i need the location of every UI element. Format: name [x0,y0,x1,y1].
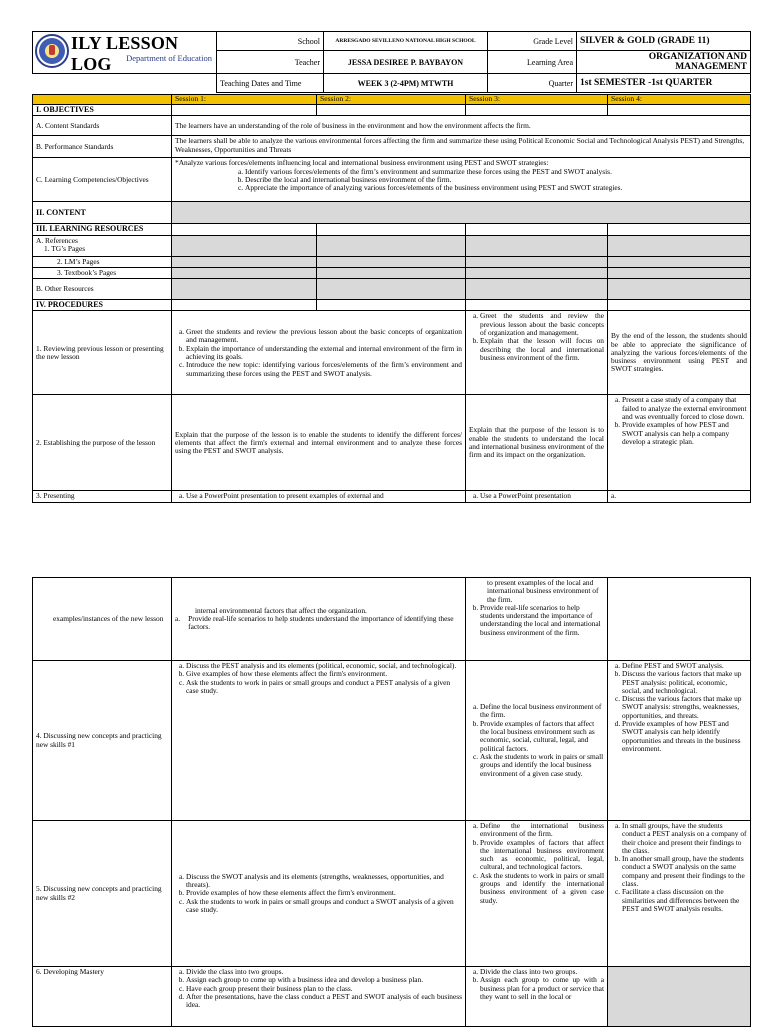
step-item: d. Provide examples of how PEST and SWOT analysis can help identify opportunities and threats in the business environment. [622,720,747,753]
step-5-session-1 [172,821,466,967]
lesson-log-header [32,31,751,93]
step-item: a. Define PEST and SWOT analysis. [622,662,747,670]
grade-label: Grade Level [488,32,577,51]
textbook-pages-label: 3. Textbook’s Pages [33,267,172,278]
step-1-session-4: By the end of the lesson, the students should be able to appreciate the significance of analyzing the various forces/elements of the business environment using PEST and SWOT strategies. [608,311,751,395]
quarter-label: Quarter [488,74,577,93]
competencies-label: C. Learning Competencies/Objectives [33,158,172,202]
lesson-table-page-1 [32,94,751,503]
area-value: ORGANIZATION AND MANAGEMENT [577,51,751,74]
step-item: a. Define the local business environment of the firm. [480,703,604,720]
competency-item: b. Describe the local and international business environment of the firm. [245,176,747,184]
step-item: a. Use a PowerPoint presentation to present examples of external and [186,492,462,500]
other-resources-row [33,279,751,300]
dates-value: WEEK 3 (2-4PM) MTWTH [324,74,488,93]
step-item: b. Provide examples of factors that affect the local business environment such as economic, social, cultural, legal, and political factors. [480,720,604,753]
step-item: b. Provide examples of factors that affect the international business environment such as economic, political, legal, cultural, and technological factors. [480,839,604,872]
references-row [33,235,751,256]
procedure-step-2-row [33,395,751,491]
session-3-header: Session 3: [466,95,608,105]
step-item: c. Ask the students to work in pairs or small groups and identify the international business environment of a given case study. [480,872,604,905]
procedure-step-1-row [33,311,751,395]
step-5-session-3 [466,821,608,967]
content-standards-text: The learners have an understanding of the role of business in the environment and how the environment affects the firm. [172,116,751,136]
content-heading: II. CONTENT [33,202,172,224]
step-item: b. Explain that the lesson will focus on describing the local and international business environment of the firm. [480,337,604,362]
step-item: a. Divide the class into two groups. [480,968,604,976]
lm-pages-row [33,256,751,267]
step-1-label: 1. Reviewing previous lesson or presenting the new lesson [33,311,172,395]
step-4-session-1 [172,661,466,821]
step-item: b. Assign each group to come up with a business plan for a product or service that they want to sell in the local or [480,976,604,1001]
tg-pages-label: 1. TG’s Pages [44,243,86,253]
step-item: a. Greet the students and review the previous lesson about the basic concepts of organization and management. [480,312,604,337]
performance-standards-row [33,136,751,158]
step-3-session-4-top: a. [608,491,751,503]
competencies-row [33,158,751,202]
step-item: b. Explain the importance of understanding the external and internal environment of the firm in achieving its goals. [186,345,462,362]
step-item: c. Have each group present their business plan to the class. [186,985,462,993]
session-2-header: Session 2: [317,95,466,105]
step-4-session-3 [466,661,608,821]
step-item-text: Provide real-life scenarios to help students understand the importance of identifying these factors. [188,613,454,632]
school-label: School [217,32,324,51]
procedures-heading-row [33,300,751,311]
competencies-list [175,168,747,193]
other-resources-label: B. Other Resources [33,279,172,300]
step-5-session-4 [608,821,751,967]
step-2-label: 2. Establishing the purpose of the lesson [33,395,172,491]
step-item: a. Divide the class into two groups. [186,968,462,976]
step-1-session-1 [172,311,466,395]
competencies-intro: *Analyze various forces/elements influencing local and international business environment using PEST and SWOT strategies: [175,158,549,168]
step-item: b. In another small group, have the students conduct a SWOT analysis on the same company and present their findings to the class. [622,855,747,888]
step-3-session-1-top [172,491,466,503]
content-standards-row [33,116,751,136]
step-6-session-3 [466,967,608,1027]
step-item: c. Ask the students to work in pairs or small groups and conduct a PEST analysis of a given case study. [186,679,462,696]
objectives-heading: I. OBJECTIVES [33,105,172,116]
step-item: d. After the presentations, have the class conduct a PEST and SWOT analysis of each business idea. [186,993,462,1010]
step-item: a. Use a PowerPoint presentation [480,492,604,500]
step-item: c. Ask the students to work in pairs or small groups and conduct a SWOT analysis of a given case study. [186,898,462,915]
step-item: b. Discuss the various factors that make up PEST analysis: political, economic, social, and technological. [622,670,747,695]
step-4-session-4 [608,661,751,821]
references-label [33,235,172,256]
step-item: a. Present a case study of a company that failed to analyze the external environment and was eventually forced to close down. [622,396,747,421]
procedure-step-3-cont-row [33,578,751,661]
step-text: to present examples of the local and international business environment of the firm. [487,578,599,604]
page-title: ILY LESSON LOG [71,33,179,74]
step-3-session-3-top [466,491,608,503]
school-value: ARRESGADO SEVILLENO NATIONAL HIGH SCHOOL [324,32,488,51]
step-item: a. In small groups, have the students conduct a PEST analysis on a company of their choice and present their findings to the class. [622,822,747,855]
step-item: b. Provide examples of how these elements affect the firm's environment. [186,889,462,897]
step-2-session-3: Explain that the purpose of the lesson is to enable the students to understand the local and international business environment of the firm and its impact on the organization. [466,395,608,491]
step-1-session-3 [466,311,608,395]
competency-item: c. Appreciate the importance of analyzing various forces/elements of the business environment using PEST and SWOT strategies. [245,184,747,192]
step-item: b. Assign each group to come up with a business idea and develop a business plan. [186,976,462,984]
procedure-step-4-row [33,661,751,821]
procedure-step-5-row [33,821,751,967]
dates-label: Teaching Dates and Time [217,74,324,93]
item-marker: a. [175,613,181,623]
textbook-pages-row [33,267,751,278]
step-item: c. Ask the students to work in pairs or small groups and identify the local business environment of a given case study. [480,753,604,778]
step-item: a. Discuss the SWOT analysis and its elements (strengths, weaknesses, opportunities, and threats). [186,873,462,890]
content-standards-label: A. Content Standards [33,116,172,136]
session-4-header: Session 4: [608,95,751,105]
references-heading: A. References [36,235,78,245]
step-item: a. Define the international business environment of the firm. [480,822,604,839]
step-item: c. Discuss the various factors that make up SWOT analysis: strengths, weaknesses, opportunities, and threats. [622,695,747,720]
session-header-row [33,95,751,105]
quarter-value: 1st SEMESTER -1st QUARTER [577,74,751,93]
step-5-label: 5. Discussing new concepts and practicing new skills #2 [33,821,172,967]
performance-standards-label: B. Performance Standards [33,136,172,158]
step-3-label-cont: examples/instances of the new lesson [33,578,172,661]
teacher-value: JESSA DESIREE P. BAYBAYON [324,51,488,74]
step-3-session-1-cont [172,578,466,661]
competencies-cell [172,158,751,202]
step-item: a. Greet the students and review the previous lesson about the basic concepts of organization and management. [186,328,462,345]
step-item: b. Provide real-life scenarios to help students understand the importance of understanding the local and international business environment of the firm. [480,604,604,637]
deped-seal-icon [35,34,69,68]
procedures-heading: IV. PROCEDURES [33,300,172,311]
session-1-header: Session 1: [172,95,317,105]
step-6-session-1 [172,967,466,1027]
objectives-heading-row [33,105,751,116]
department-name: Department of Education [126,53,212,63]
teacher-label: Teacher [217,51,324,74]
lesson-table-page-2 [32,577,751,1027]
step-text: internal environmental factors that affect the organization. [195,605,367,615]
step-6-label: 6. Developing Mastery [33,967,172,1027]
step-item: b. Provide examples of how PEST and SWOT analysis can help a company develop a strategic plan. [622,421,747,446]
step-3-session-3-cont [466,578,608,661]
competency-item: a. Identify various forces/elements of the firm’s environment and summarize these forces using the PEST and SWOT analysis. [245,168,747,176]
step-item: c. Introduce the new topic: identifying various forces/elements of the firm’s environment and summarizing these forces using the PEST and SWOT analysis. [186,361,462,378]
grade-value: SILVER & GOLD (GRADE 11) [577,32,751,51]
performance-standards-text: The learners shall be able to analyze the various environmental forces affecting the firm and summarize these using Political Economic Social and Technological Analysis PEST) and Strengths, Weaknesses, Opportunities and Threats [172,136,751,158]
resources-heading-row [33,224,751,235]
step-2-session-1: Explain that the purpose of the lesson is to enable the students to identify the different forces/ elements that affect the firm's external and internal environment and to analyze these forces using the PEST and SWOT analysis. [172,395,466,491]
header-logo-block [33,32,217,74]
step-item [175,615,462,632]
procedure-step-6-row [33,967,751,1027]
step-item: c. Facilitate a class discussion on the similarities and differences between the PEST and SWOT analysis results. [622,888,747,913]
step-2-session-4 [608,395,751,491]
step-4-label: 4. Discussing new concepts and practicing new skills #1 [33,661,172,821]
lm-pages-label: 2. LM’s Pages [33,256,172,267]
step-3-label: 3. Presenting [33,491,172,503]
step-item: a. Discuss the PEST analysis and its elements (political, economic, social, and technological). [186,662,462,670]
procedure-step-3-row [33,491,751,503]
resources-heading: III. LEARNING RESOURCES [33,224,172,235]
content-heading-row [33,202,751,224]
area-label: Learning Area [488,51,577,74]
step-item: b. Give examples of how these elements affect the firm's environment. [186,670,462,678]
